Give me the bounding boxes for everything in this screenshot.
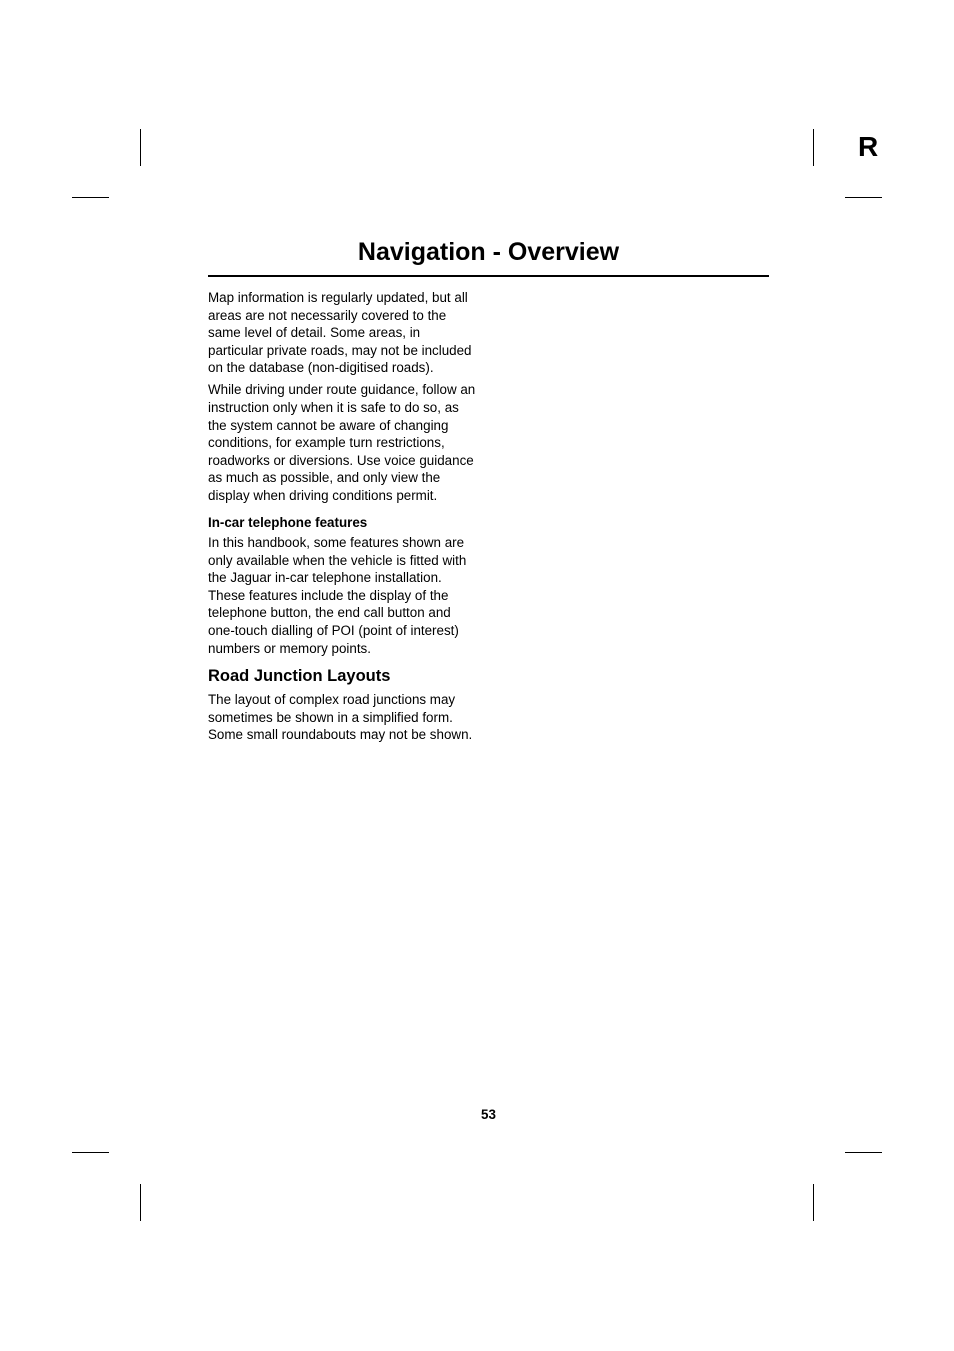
road-junction-paragraph: The layout of complex road junctions may sometimes be shown in a simplified form. Some small roundabouts may not be shown.	[208, 692, 473, 743]
crop-mark-top-right-vertical	[813, 129, 814, 166]
title-underline	[208, 275, 769, 277]
crop-mark-top-right-horizontal	[845, 197, 882, 198]
section-tab-letter: R	[858, 131, 879, 162]
telephone-features-paragraph: In this handbook, some features shown are only available when the vehicle is fitted with the Jaguar in-car telephone installation. These features include the display of the telephone button, the end call button and one-touch dialling of POI (point of interest) numbers or memory points.	[208, 535, 467, 656]
crop-mark-top-left-horizontal	[72, 197, 109, 198]
text-column	[208, 289, 478, 748]
page-title: Navigation - Overview	[357, 238, 620, 266]
crop-mark-top-left-vertical	[140, 129, 141, 166]
telephone-features-heading: In-car telephone features	[208, 514, 368, 530]
map-info-paragraph: Map information is regularly updated, but all areas are not necessarily covered to the same level of detail. Some areas, in particular private roads, may not be included on the database (non-digitised roads).	[208, 290, 472, 376]
crop-mark-bottom-right-vertical	[813, 1184, 814, 1221]
crop-mark-bottom-left-vertical	[140, 1184, 141, 1221]
crop-mark-bottom-left-horizontal	[72, 1152, 109, 1153]
road-junction-heading: Road Junction Layouts	[208, 667, 391, 686]
crop-mark-bottom-right-horizontal	[845, 1152, 882, 1153]
page-number: 53	[481, 1107, 496, 1122]
route-guidance-paragraph: While driving under route guidance, follow an instruction only when it is safe to do so, as the system cannot be aware of changing conditions, for example turn restrictions, roadworks or diversions. Use voice guidance as much as possible, and only view the display when driving conditions permit.	[208, 382, 476, 503]
